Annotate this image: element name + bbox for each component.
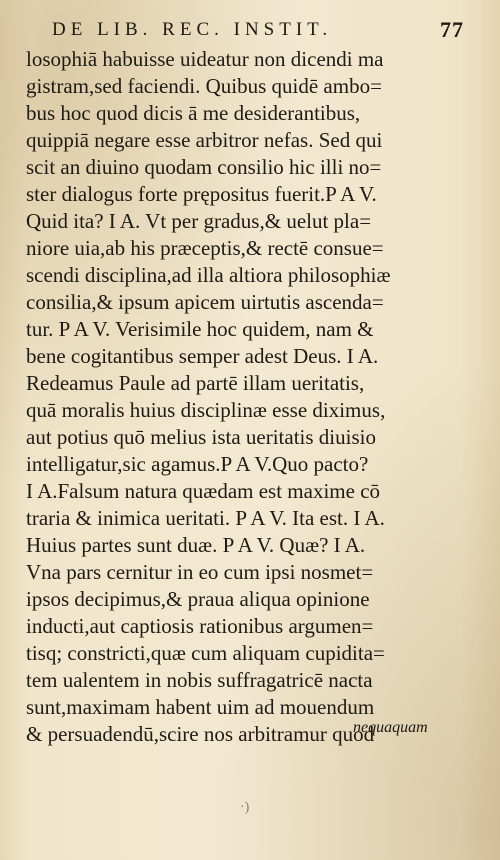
text-line: quippiā negare esse arbitror nefas. Sed qui [26,128,383,152]
text-line: Huius partes sunt duæ. P A V. Quæ? I A. [26,533,366,557]
text-line: consilia,& ipsum apicem uirtutis ascenda= [26,290,384,314]
text-line: ster dialogus forte prępositus fuerit.P A V. [26,182,377,206]
catchword: nequaquam [353,719,428,736]
text-line: inducti,aut captiosis rationibus argumen= [26,614,374,638]
text-line: gistram,sed faciendi. Quibus quidē ambo= [26,74,382,98]
text-line: bus hoc quod dicis ā me desiderantibus, [26,101,361,125]
text-line: aut potius quō melius ista ueritatis diuisio [26,425,376,449]
text-line: niore uia,ab his præceptis,& rectē consue= [26,236,384,260]
page-number: 77 [440,17,464,42]
text-line: & persuadendū,scire nos arbitramur quod [26,722,375,746]
text-line: tur. P A V. Verisimile hoc quidem, nam & [26,317,374,341]
page-header [52,16,464,44]
text-line: losophiā habuisse uideatur non dicendi ma [26,47,384,71]
text-line: Redeamus Paule ad partē illam ueritatis, [26,371,365,395]
text-line: traria & inimica ueritati. P A V. Ita est. I A. [26,506,385,530]
text-line: bene cogitantibus semper adest Deus. I A. [26,344,379,368]
text-line: scit an diuino quodam consilio hic illi no= [26,155,382,179]
text-line: intelligatur,sic agamus.P A V.Quo pacto? [26,452,369,476]
running-title: DE LIB. REC. INSTIT. [52,19,333,40]
text-line: sunt,maximam habent uim ad mouendum [26,695,375,719]
text-line: tisq; constricti,quæ cum aliquam cupidita= [26,641,385,665]
text-line: quā moralis huius disciplinæ esse diximus, [26,398,386,422]
text-line: I A.Falsum natura quædam est maxime cō [26,479,381,503]
body-text [26,46,450,748]
bottom-mark: ·) [240,800,250,815]
text-line: scendi disciplina,ad illa altiora philosophiæ [26,263,391,287]
text-line: Quid ita? I A. Vt per gradus,& uelut pla= [26,209,372,233]
text-line: ipsos decipimus,& praua aliqua opinione [26,587,370,611]
text-line: Vna pars cernitur in eo cum ipsi nosmet= [26,560,374,584]
text-line: tem ualentem in nobis suffragatricē nacta [26,668,373,692]
